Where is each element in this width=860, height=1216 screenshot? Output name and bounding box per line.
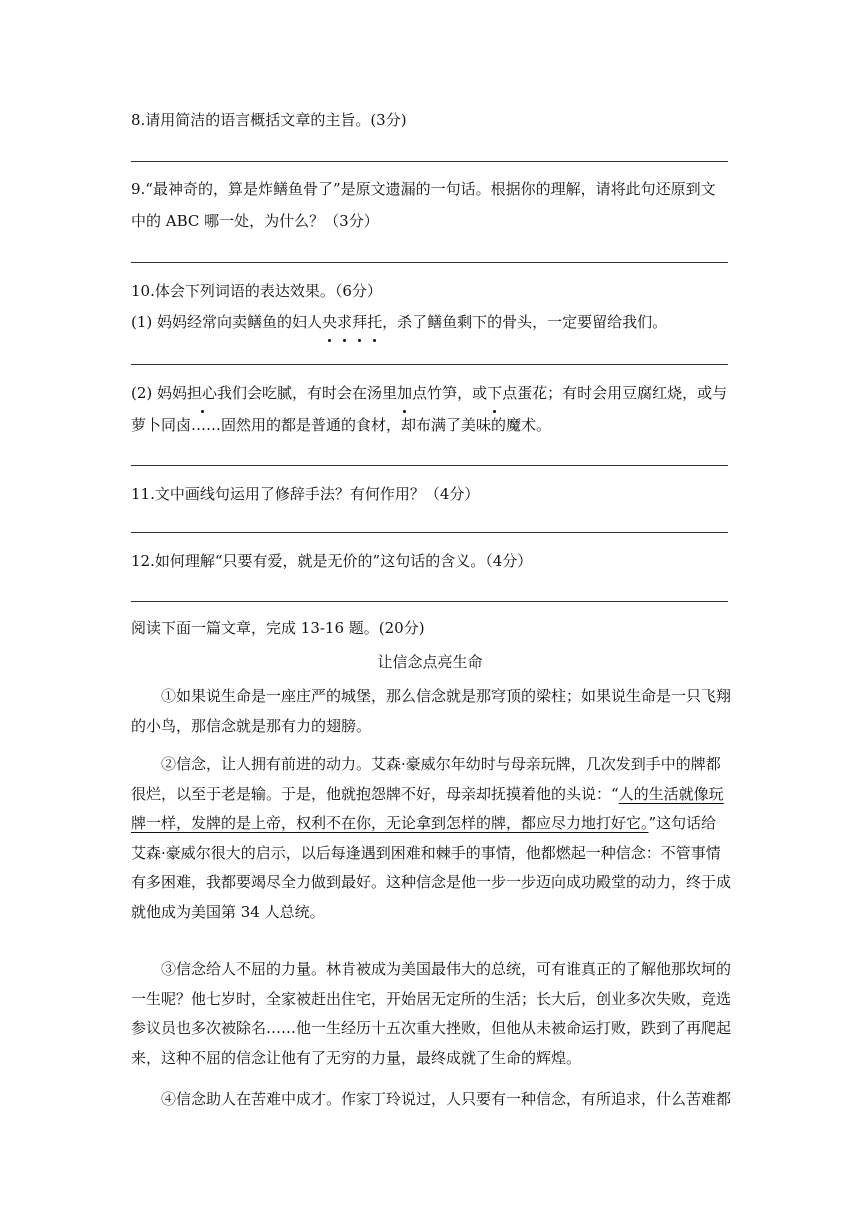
paragraph-line: 艾森·豪威尔很大的启示，以后每逢遇到困难和棘手的事情，他都燃起一种信念：不管事情 (131, 843, 721, 862)
question-9-line-2: 中的 ABC 哪一处，为什么？（3分） (131, 212, 379, 230)
answer-line-10-1 (131, 364, 728, 365)
question-10: 10.体会下列词语的表达效果。（6分） (131, 282, 382, 300)
dotted-word: 担心 (187, 378, 217, 409)
q10-1-prefix: (1) 妈妈经常向卖鳝鱼的妇人 (131, 313, 323, 331)
question-12: 12.如何理解“只要有爱，就是无价的”这句话的含义。（4分） (131, 552, 533, 570)
q10-2-part: 点竹笋，或 (412, 384, 488, 402)
paragraph-line (131, 809, 728, 839)
dotted-char: 求 (337, 307, 352, 338)
question-11: 11.文中画线句运用了修辞手法？有何作用？（4分） (131, 485, 480, 503)
reading-intro: 阅读下面一篇文章，完成 13-16 题。(20分) (131, 619, 425, 637)
paragraph-line: ③信念给人不屈的力量。林肯被成为美国最伟大的总统，可有谁真正的了解他那坎坷的 (161, 960, 732, 978)
paragraph-line: 参议员也多次被除名……他一生经历十五次重大挫败，但他从未被命运打败，跌到了再爬起 (131, 1019, 732, 1037)
p2-text: 很烂，以至于老是输。于是，他就抱怨牌不好，母亲却抚摸着他的头说：“ (131, 784, 619, 803)
p2-text: ”这句话给 (648, 814, 717, 832)
paragraph-1 (131, 682, 732, 741)
dotted-char: 央 (322, 307, 337, 338)
question-10-1 (131, 307, 731, 338)
paragraph-2 (131, 750, 732, 927)
paragraph-line: 一生呢？他七岁时，全家被赶出住宅，开始居无定所的生活；长大后，创业多次失败，竞选 (131, 989, 732, 1008)
paragraph-line: ④信念助人在苦难中成才。作家丁玲说过，人只要有一种信念，有所追求，什么苦难都 (161, 1090, 732, 1108)
paragraph-line: 的小鸟，那信念就是那有力的翅膀。 (131, 716, 372, 735)
paragraph-line (131, 780, 728, 810)
question-10-2-line-2: 萝卜同卤……固然用的都是普通的食材，却布满了美味的魔术。 (131, 416, 552, 434)
answer-line-11 (131, 532, 728, 533)
paragraph-line: ②信念，让人拥有前进的动力。艾森·豪威尔年幼时与母亲玩牌，几次发到手中的牌都 (161, 755, 721, 773)
answer-line-9 (131, 262, 728, 263)
q10-2-part: 我们会吃腻，有时会在汤里 (217, 384, 398, 402)
dotted-word: 下 (487, 378, 502, 409)
answer-line-12 (131, 601, 728, 602)
question-9-line-1: 9.“最神奇的，算是炸鳝鱼骨了”是原文遗漏的一句话。根据你的理解，请将此句还原到文 (131, 180, 716, 198)
article-title: 让信念点亮生命 (377, 653, 483, 671)
paragraph-line: ①如果说生命是一座庄严的城堡，那么信念就是那穹顶的梁柱；如果说生命是一只飞翔 (161, 687, 732, 705)
answer-line-8 (131, 161, 728, 162)
paragraph-4 (131, 1085, 732, 1115)
dotted-word: 加 (397, 378, 412, 409)
question-8: 8.请用简洁的语言概括文章的主旨。(3分) (131, 111, 407, 129)
question-10-2-line-1 (131, 378, 731, 409)
paragraph-line: 来，这种不屈的信念让他有了无穷的力量，最终成就了生命的辉煌。 (131, 1048, 582, 1067)
dotted-char: 托 (367, 307, 382, 338)
q10-1-suffix: ，杀了鳝鱼剩下的骨头，一定要留给我们。 (382, 313, 668, 331)
answer-line-10-2 (131, 465, 728, 466)
underlined-sentence: 人的生活就像玩 (618, 784, 724, 803)
dotted-char: 拜 (352, 307, 367, 338)
q10-2-part: 点蛋花；有时会用豆腐红烧，或与 (502, 384, 728, 402)
paragraph-line: 就他成为美国第 34 人总统。 (131, 902, 325, 921)
q10-2-part: (2) 妈妈 (131, 384, 188, 402)
underlined-sentence: 牌一样，发牌的是上帝，权利不在你，无论拿到怎样的牌，都应尽力地打好它。 (131, 814, 649, 832)
paragraph-line: 有多困难，我都要竭尽全力做到最好。这种信念是他一步一步迈向成功殿堂的动力，终于成 (131, 873, 732, 891)
paragraph-3 (131, 955, 732, 1073)
